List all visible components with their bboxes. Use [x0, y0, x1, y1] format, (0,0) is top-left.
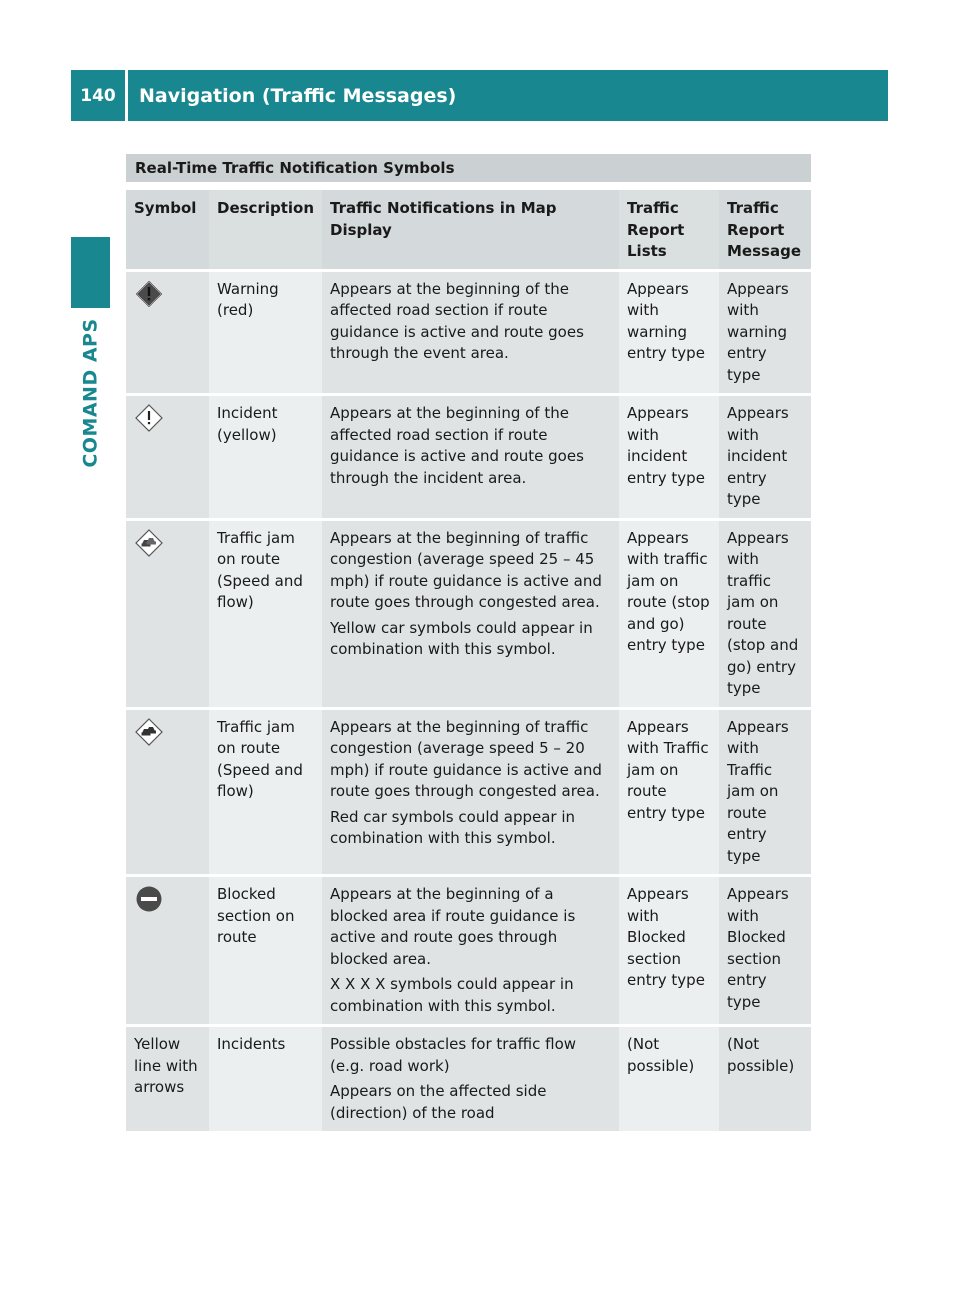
map-display-paragraph: Appears on the affected side (direction) of the road: [330, 1082, 547, 1122]
map-display-cell: [322, 874, 619, 1024]
symbol-cell: [126, 269, 209, 394]
symbol-cell: [126, 1024, 209, 1131]
column-header: Description: [209, 190, 322, 269]
description-cell: Incidents: [209, 1024, 322, 1131]
page-title: Navigation (Traffic Messages): [139, 84, 457, 107]
report-lists-cell: Appears with warning entry type: [619, 269, 719, 394]
description-cell: Incident (yellow): [209, 393, 322, 518]
traffic-jam-slow-icon: [134, 717, 164, 747]
map-display-paragraph: Possible obstacles for traffic flow (e.g. road work): [330, 1035, 577, 1075]
table-row: [126, 393, 811, 518]
traffic-jam-icon: [134, 528, 164, 558]
description-cell: Traffic jam on route (Speed and flow): [209, 518, 322, 707]
report-message-cell: Appears with warning entry type: [719, 269, 811, 394]
page-number: 140: [80, 85, 116, 106]
report-lists-cell: Appears with Blocked section entry type: [619, 874, 719, 1024]
report-message-cell: Appears with incident entry type: [719, 393, 811, 518]
side-marker: [71, 237, 110, 308]
report-message-cell: (Not possible): [719, 1024, 811, 1131]
description-cell: Traffic jam on route (Speed and flow): [209, 707, 322, 875]
map-display-paragraph: Appears at the beginning of traffic congestion (average speed 5 – 20 mph) if route guidance is active and route goes through congested area.: [330, 717, 602, 800]
map-display-paragraph: Appears at the beginning of the affected road section if route guidance is active and route goes through the incident area.: [330, 404, 584, 487]
table-row: [126, 707, 811, 875]
symbol-cell: [126, 707, 209, 875]
map-display-cell: [322, 1024, 619, 1131]
table-header-row: [126, 190, 811, 269]
symbol-text: Yellow line with arrows: [134, 1035, 198, 1096]
map-display-paragraph: Appears at the beginning of the affected road section if route guidance is active and route goes through the event area.: [330, 279, 584, 362]
report-message-cell: Appears with traffic jam on route (stop and go) entry type: [719, 518, 811, 707]
description-cell: Blocked section on route: [209, 874, 322, 1024]
column-header: Traffic Report Lists: [619, 190, 719, 269]
warning-icon: [134, 279, 164, 309]
table-row: [126, 269, 811, 394]
report-lists-cell: Appears with traffic jam on route (stop and go) entry type: [619, 518, 719, 707]
blocked-section-icon: [134, 884, 164, 914]
description-cell: Warning (red): [209, 269, 322, 394]
table-row: [126, 518, 811, 707]
side-tab: [71, 310, 110, 475]
map-display-cell: [322, 269, 619, 394]
symbol-cell: [126, 874, 209, 1024]
page-header: [71, 70, 888, 121]
map-display-paragraph: Appears at the beginning of traffic congestion (average speed 25 – 45 mph) if route guidance is active and route goes through congested area.: [330, 528, 602, 611]
map-display-paragraph: Yellow car symbols could appear in combination with this symbol.: [330, 618, 593, 658]
symbol-cell: [126, 393, 209, 518]
report-lists-cell: (Not possible): [619, 1024, 719, 1131]
map-display-cell: [322, 518, 619, 707]
column-header: Traffic Notifications in Map Display: [322, 190, 619, 269]
report-lists-cell: Appears with incident entry type: [619, 393, 719, 518]
report-lists-cell: Appears with Traffic jam on route entry type: [619, 707, 719, 875]
map-display-cell: [322, 393, 619, 518]
symbols-table: [126, 190, 811, 1131]
map-display-paragraph: X X X X symbols could appear in combination with this symbol.: [330, 975, 574, 1015]
column-header: Symbol: [126, 190, 209, 269]
map-display-paragraph: Red car symbols could appear in combination with this symbol.: [330, 807, 576, 847]
table-row: [126, 874, 811, 1024]
report-message-cell: Appears with Traffic jam on route entry type: [719, 707, 811, 875]
map-display-cell: [322, 707, 619, 875]
report-message-cell: Appears with Blocked section entry type: [719, 874, 811, 1024]
map-display-paragraph: Appears at the beginning of a blocked area if route guidance is active and route goes through blocked area.: [330, 885, 576, 968]
side-tab-label: COMAND APS: [79, 317, 102, 468]
incident-icon: [134, 403, 164, 433]
symbol-cell: [126, 518, 209, 707]
column-header: Traffic Report Message: [719, 190, 811, 269]
table-row: [126, 1024, 811, 1131]
table-caption: Real-Time Traffic Notification Symbols: [126, 154, 811, 182]
header-divider: [125, 70, 128, 121]
